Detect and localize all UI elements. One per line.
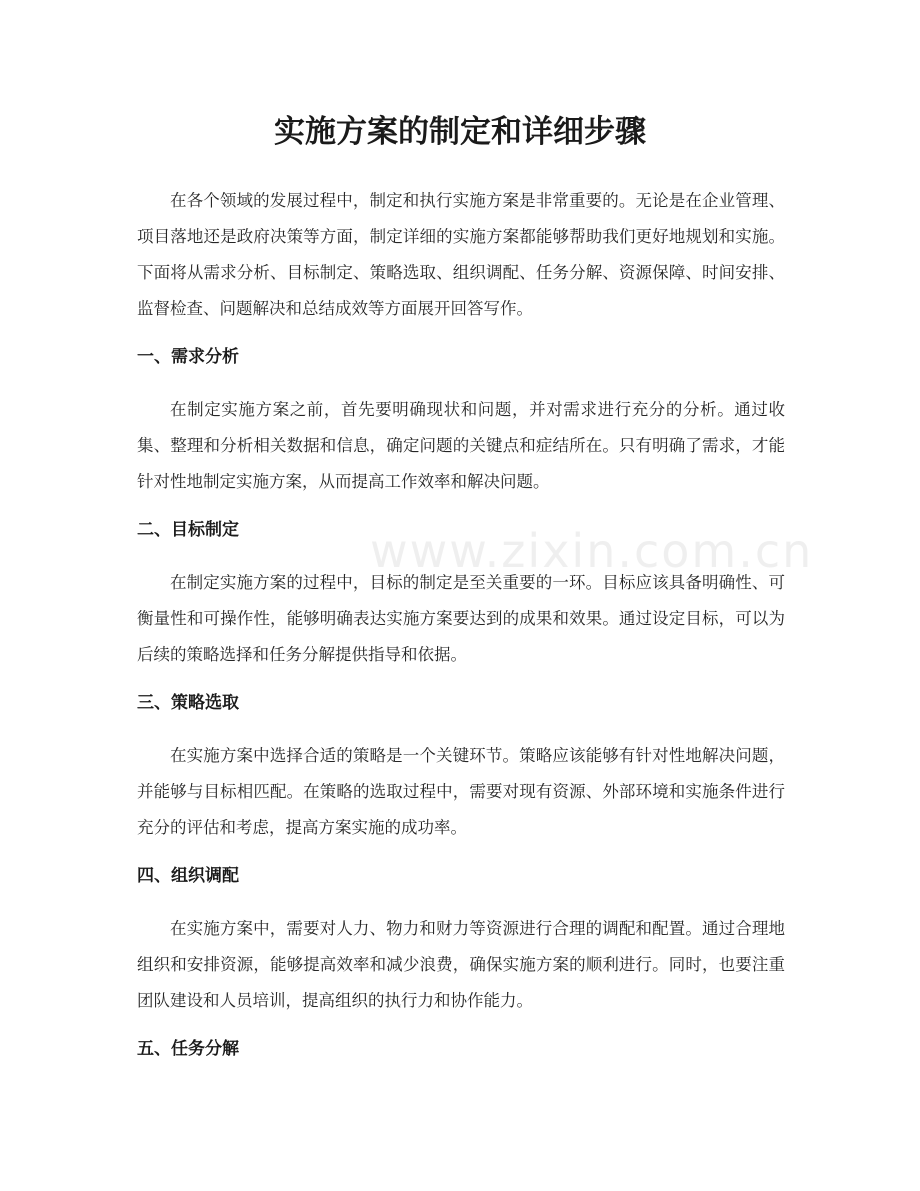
section-body-demand-analysis: 在制定实施方案之前，首先要明确现状和问题，并对需求进行充分的分析。通过收集、整理和分析相关数据和信息，确定问题的关键点和症结所在。只有明确了需求，才能针对性地制定实施方案，从而提高工作效率和解决问题。 [137, 400, 785, 491]
watermark: www.zixin.com.cn [370, 524, 814, 578]
intro-paragraph: 在各个领域的发展过程中，制定和执行实施方案是非常重要的。无论是在企业管理、项目落地还是政府决策等方面，制定详细的实施方案都能够帮助我们更好地规划和实施。下面将从需求分析、目标制定、策略选取、组织调配、任务分解、资源保障、时间安排、监督检查、问题解决和总结成效等方面展开回答写作。 [137, 191, 785, 318]
section-heading-strategy-selection: 三、策略选取 [137, 693, 239, 713]
section-body-goal-setting: 在制定实施方案的过程中，目标的制定是至关重要的一环。目标应该具备明确性、可衡量性和可操作性，能够明确表达实施方案要达到的成果和效果。通过设定目标，可以为后续的策略选择和任务分解提供指导和依据。 [137, 573, 785, 664]
section-heading-task-breakdown: 五、任务分解 [137, 1039, 239, 1059]
section-body-organization: 在实施方案中，需要对人力、物力和财力等资源进行合理的调配和配置。通过合理地组织和安排资源，能够提高效率和减少浪费，确保实施方案的顺利进行。同时，也要注重团队建设和人员培训，提高组织的执行力和协作能力。 [137, 919, 785, 1010]
page-title: 实施方案的制定和详细步骤 [274, 114, 646, 150]
section-heading-organization: 四、组织调配 [137, 866, 239, 886]
section-heading-demand-analysis: 一、需求分析 [137, 347, 239, 367]
section-body-strategy-selection: 在实施方案中选择合适的策略是一个关键环节。策略应该能够有针对性地解决问题，并能够与目标相匹配。在策略的选取过程中，需要对现有资源、外部环境和实施条件进行充分的评估和考虑，提高方案实施的成功率。 [137, 746, 785, 837]
section-heading-goal-setting: 二、目标制定 [137, 520, 239, 540]
